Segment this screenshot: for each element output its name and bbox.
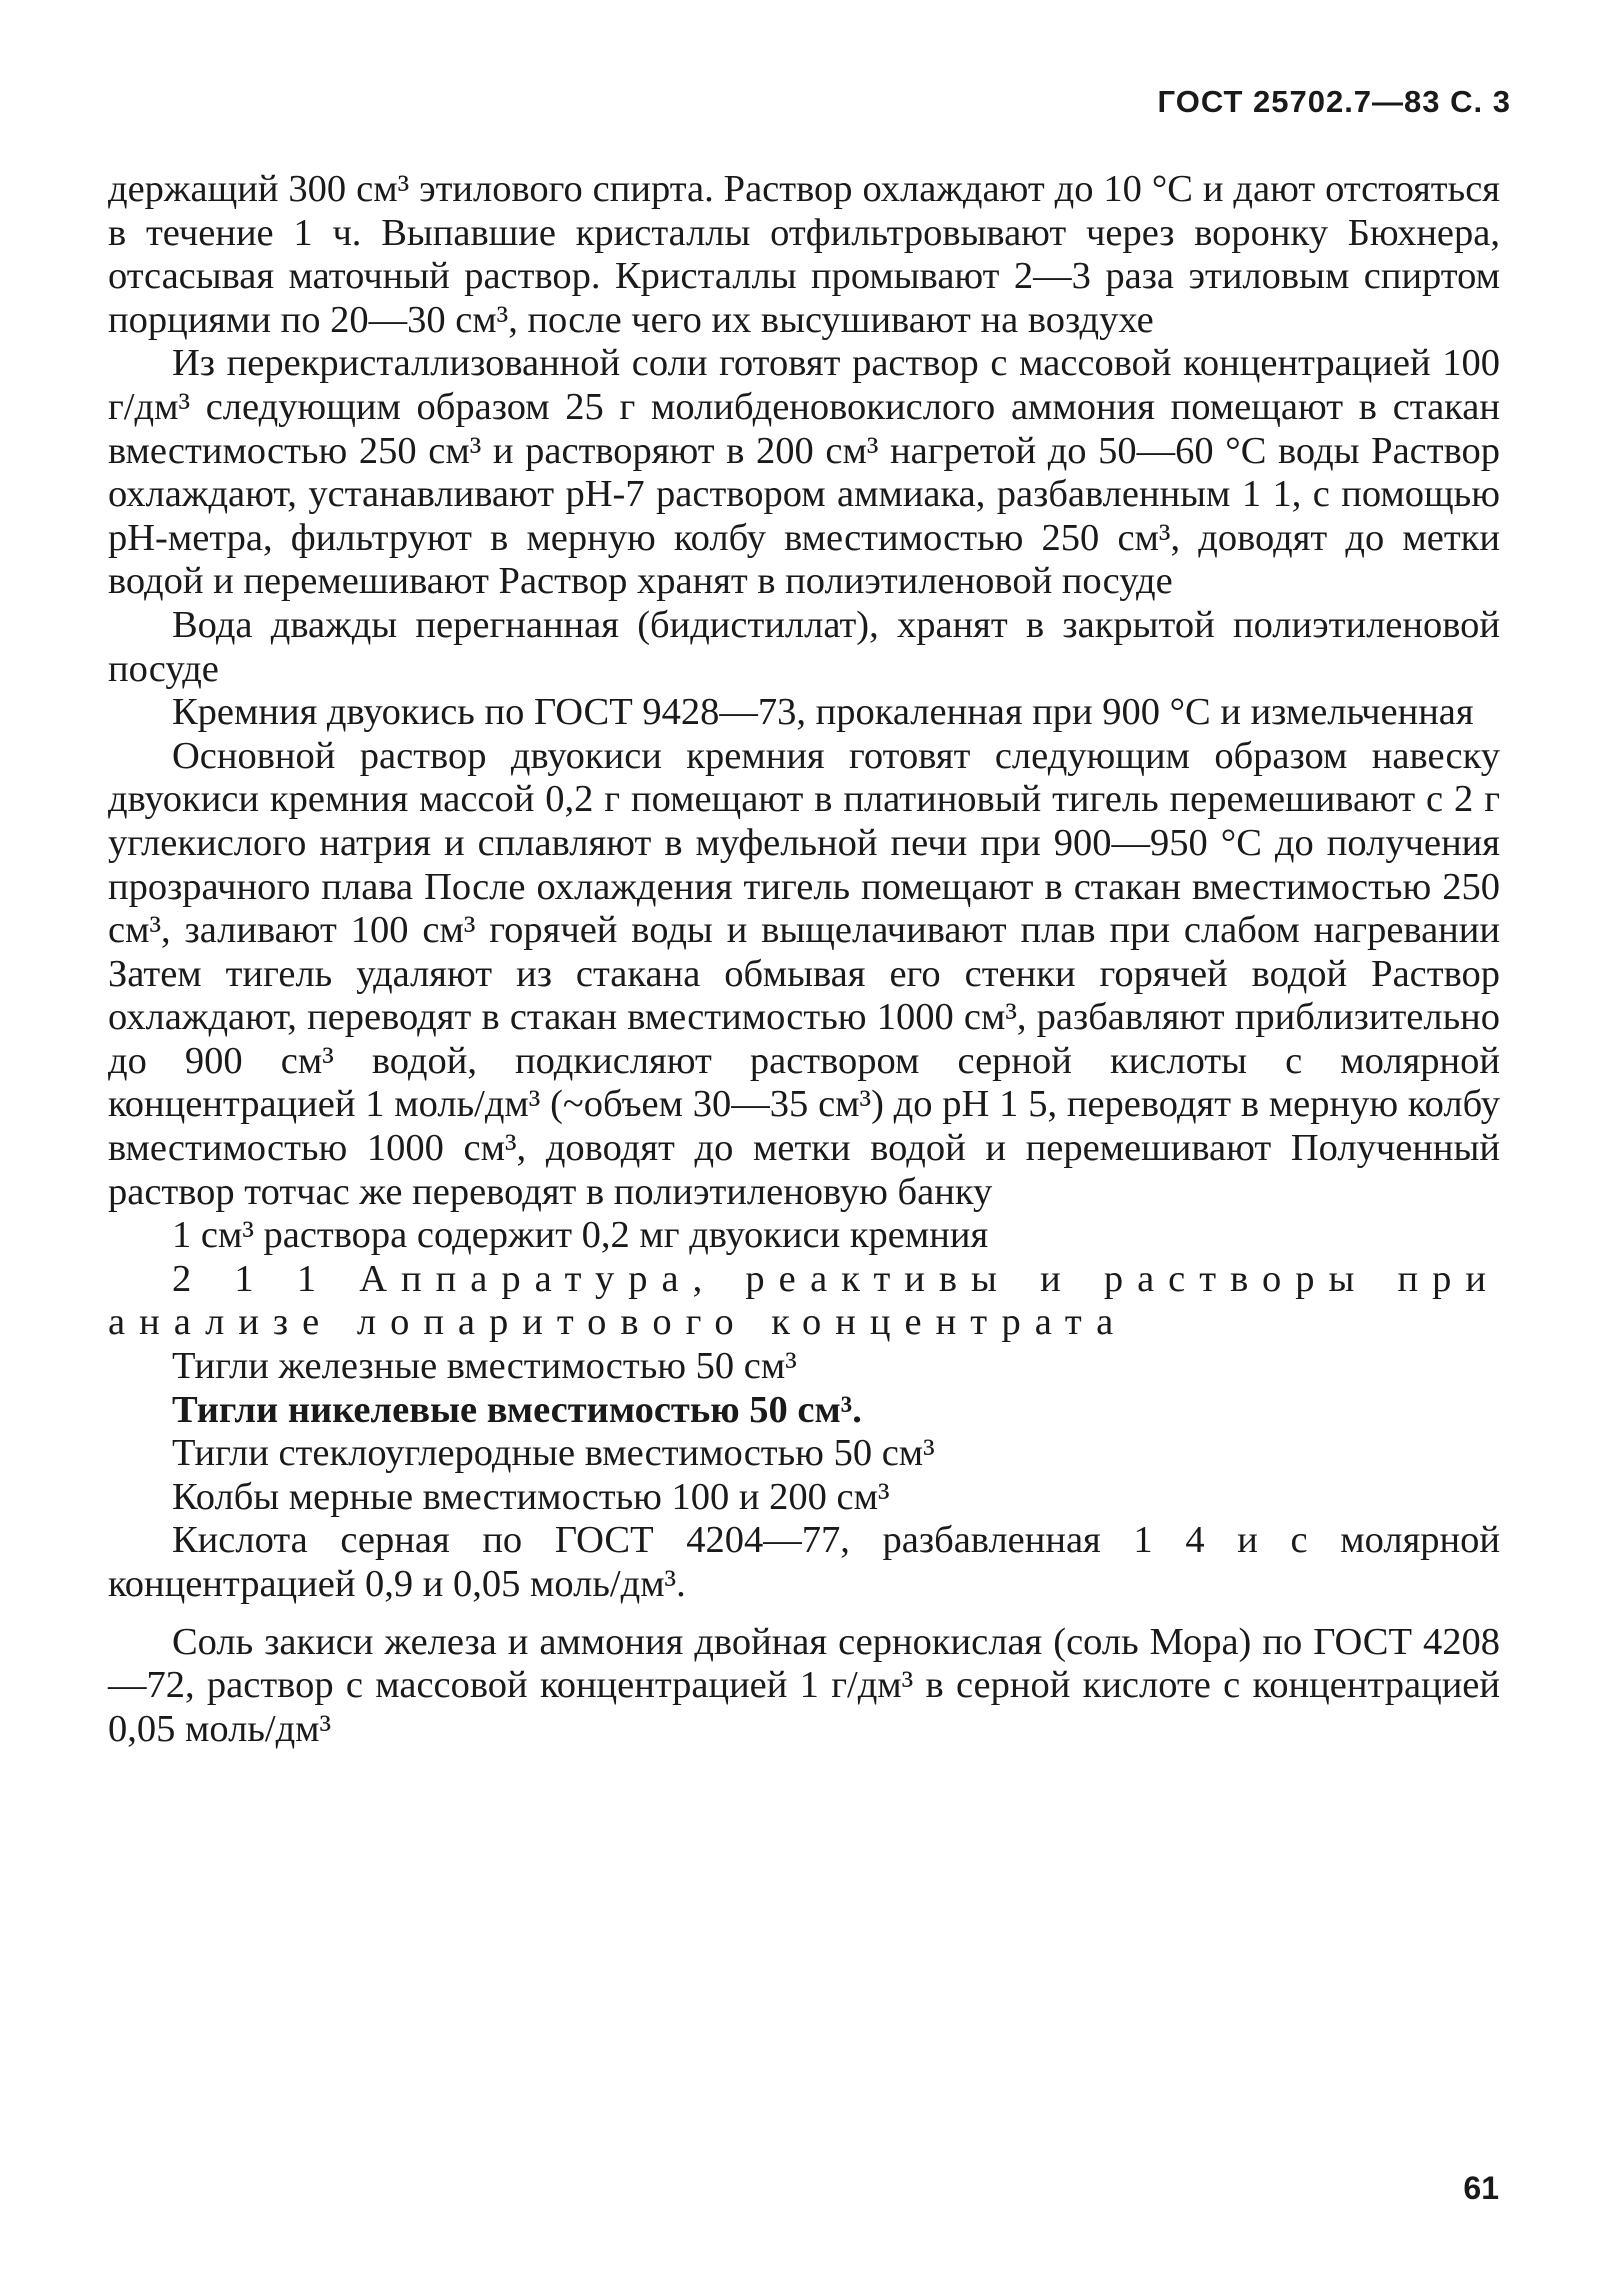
paragraph: Кремния двуокись по ГОСТ 9428—73, прокаленная при 900 °С и измельченная <box>172 691 1474 734</box>
paragraph: 1 см³ раствора содержит 0,2 мг двуокиси кремния <box>172 1214 989 1257</box>
paragraph: Соль закиси железа и аммония двойная сернокислая (соль Мора) по ГОСТ 4208—72, раствор с массовой концентрацией 1 г/дм³ в серной кислоте с концентрацией 0,05 моль/дм³ <box>108 1620 1500 1750</box>
document-body <box>108 168 1500 1751</box>
paragraph: Тигли стеклоуглеродные вместимостью 50 см³ <box>172 1432 935 1475</box>
page-header: ГОСТ 25702.7—83 С. 3 <box>1157 84 1511 119</box>
paragraph: Колбы мерные вместимостью 100 и 200 см³ <box>172 1475 890 1518</box>
paragraph: Кислота серная по ГОСТ 4204—77, разбавленная 1 4 и с молярной концентрацией 0,9 и 0,05 моль/дм³. <box>108 1519 1500 1605</box>
paragraph: Из перекристаллизованной соли готовят раствор с массовой концентрацией 100 г/дм³ следующим образом 25 г молибденовокислого аммония помещают в стакан вместимостью 250 см³ и растворяют в 200 см³ нагретой до 50—60 °С воды Раствор охлаждают, устанавливают рН-7 раствором аммиака, разбавленным 1 1, с помощью рН-метра, фильтруют в мерную колбу вместимостью 250 см³, доводят до метки водой и перемешивают Раствор хранят в полиэтиленовой посуде <box>108 342 1500 603</box>
paragraph: Основной раствор двуокиси кремния готовят следующим образом навеску двуокиси кремния массой 0,2 г помещают в платиновый тигель перемешивают с 2 г углекислого натрия и сплавляют в муфельной печи при 900—950 °С до получения прозрачного плава После охлаждения тигель помещают в стакан вместимостью 250 см³, заливают 100 см³ горячей воды и выщелачивают плав при слабом нагревании Затем тигель удаляют из стакана обмывая его стенки горячей водой Раствор охлаждают, переводят в стакан вместимостью 1000 см³, разбавляют приблизительно до 900 см³ водой, подкисляют раствором серной кислоты с молярной концентрацией 1 моль/дм³ (~объем 30—35 см³) до рН 1 5, переводят в мерную колбу вместимостью 1000 см³, доводят до метки водой и перемешивают Полученный раствор тотчас же переводят в полиэтиленовую банку <box>108 734 1500 1213</box>
paragraph: держащий 300 см³ этилового спирта. Раствор охлаждают до 10 °С и дают отстояться в течение 1 ч. Выпавшие кристаллы отфильтровывают через воронку Бюхнера, отсасывая маточный раствор. Кристаллы промывают 2—3 раза этиловым спиртом порциями по 20—30 см³, после чего их высушивают на воздухе <box>108 168 1500 341</box>
paragraph: Вода дважды перегнанная (бидистиллат), хранят в закрытой полиэтиленовой посуде <box>108 603 1500 690</box>
section-heading: 2 1 1 Аппаратура, реактивы и растворы при анализе лопаритового концентрата <box>108 1257 1500 1344</box>
paragraph: Тигли железные вместимостью 50 см³ <box>172 1345 797 1388</box>
page-number: 61 <box>1463 2170 1499 2206</box>
paragraph: Тигли никелевые вместимостью 50 см³. <box>172 1388 862 1431</box>
